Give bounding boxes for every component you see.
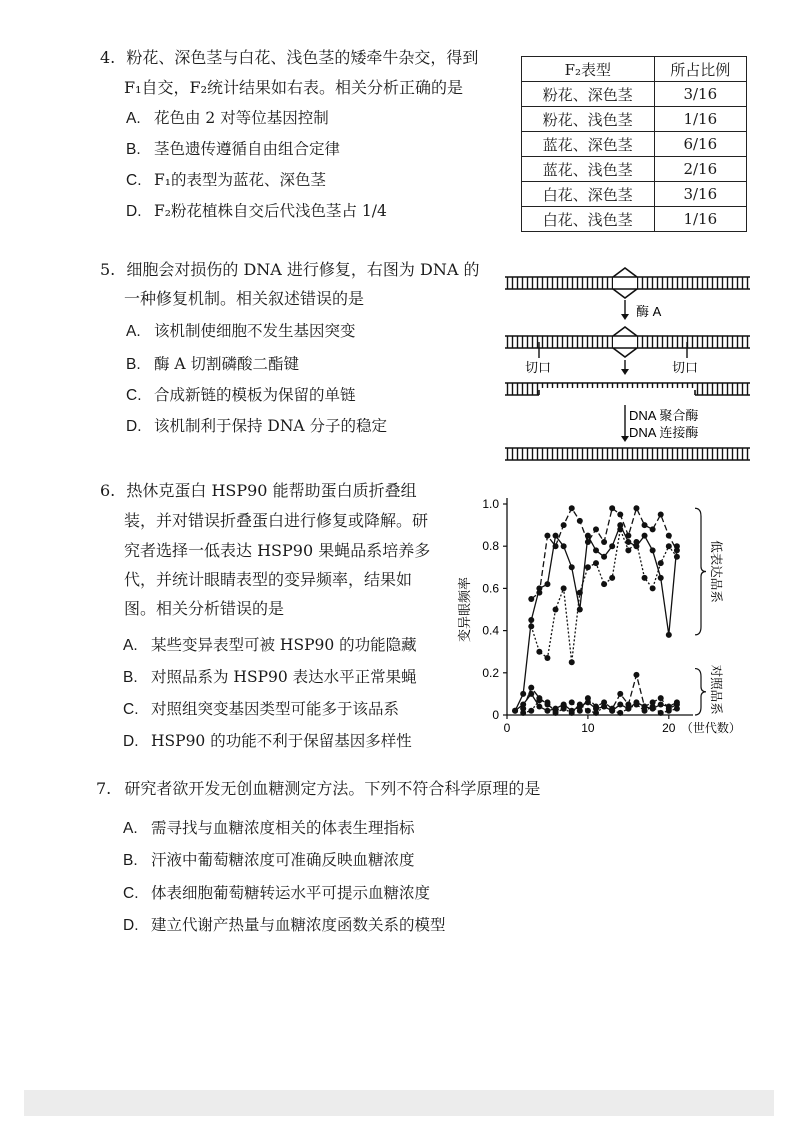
q6-stem-text-1: 热休克蛋白 HSP90 能帮助蛋白质折叠组 (126, 481, 417, 500)
f2-phenotype-table (521, 56, 747, 232)
q5-stem-text-1: 细胞会对损伤的 DNA 进行修复，右图为 DNA 的 (126, 260, 480, 279)
data-point (553, 607, 559, 613)
data-point (577, 518, 583, 524)
data-point (528, 617, 534, 623)
dna-row-repaired (505, 448, 750, 460)
option-text: 该机制利于保持 DNA 分子的稳定 (154, 417, 388, 435)
q5-option-d[interactable] (126, 415, 387, 438)
option-text: 对照组突变基因类型可能多于该品系 (151, 700, 400, 718)
q7-stem (96, 775, 540, 803)
table-row (522, 82, 747, 107)
page-bottom-shadow (24, 1090, 774, 1116)
data-point (536, 704, 542, 710)
option-letter: D. (126, 203, 142, 220)
data-point (633, 539, 639, 545)
option-letter: C. (123, 701, 139, 718)
data-point (520, 710, 526, 716)
data-point (666, 632, 672, 638)
data-point (561, 522, 567, 528)
dna-row-gapped (505, 383, 750, 395)
dna-repair-svg (505, 262, 750, 472)
q5-option-a[interactable] (126, 320, 356, 343)
data-point (633, 701, 639, 707)
q6-stem-line-1 (100, 477, 417, 505)
option-letter: A. (126, 323, 141, 340)
data-point (625, 706, 631, 712)
data-point (666, 543, 672, 549)
low-group-label: 低表达品系 (709, 540, 724, 603)
y-tick-label: 0.4 (482, 623, 499, 638)
y-axis-label: 变异眼频率 (458, 576, 473, 643)
option-text: 建立代谢产热量与血糖浓度函数关系的模型 (151, 916, 446, 934)
q5-stem-line-2: 一种修复机制。相关叙述错误的是 (124, 289, 365, 308)
data-point (577, 708, 583, 714)
q5-stem-line-1 (100, 256, 479, 284)
data-point (593, 547, 599, 553)
y-tick-label: 0.8 (482, 539, 499, 554)
table-row (522, 207, 747, 232)
data-point (528, 691, 534, 697)
option-text: 花色由 2 对等位基因控制 (154, 109, 329, 127)
option-letter: D. (123, 917, 139, 934)
data-point (561, 585, 567, 591)
data-point (569, 659, 575, 665)
data-point (658, 695, 664, 701)
data-point (609, 575, 615, 581)
data-point (593, 526, 599, 532)
data-point (528, 623, 534, 629)
q4-number: 4. (100, 48, 116, 67)
data-point (642, 522, 648, 528)
data-point (577, 701, 583, 707)
table-cell: 蓝花、深色茎 (522, 132, 655, 157)
data-point (544, 655, 550, 661)
data-point (528, 685, 534, 691)
data-point (617, 710, 623, 716)
table-row (522, 107, 747, 132)
data-point (650, 526, 656, 532)
table-cell: 6/16 (654, 132, 746, 157)
q4-option-c[interactable] (126, 169, 326, 192)
table-cell: 3/16 (654, 182, 746, 207)
data-point (569, 710, 575, 716)
data-point (658, 575, 664, 581)
option-letter: A. (126, 110, 141, 127)
data-point (674, 554, 680, 560)
q6-option-a[interactable] (123, 634, 417, 657)
data-point (585, 539, 591, 545)
q5-number: 5. (100, 260, 116, 279)
table-row (522, 157, 747, 182)
data-point (609, 543, 615, 549)
option-letter: C. (126, 387, 142, 404)
q7-number: 7. (96, 779, 112, 798)
data-point (520, 691, 526, 697)
data-point (609, 505, 615, 511)
data-point (658, 701, 664, 707)
data-point (642, 708, 648, 714)
q7-stem-text: 研究者欲开发无创血糖测定方法。下列不符合科学原理的是 (124, 779, 541, 798)
enzyme-a-label: 酶 A (636, 304, 662, 319)
arrow-1 (621, 300, 629, 320)
data-point (617, 512, 623, 518)
y-tick-label: 0 (492, 708, 499, 722)
option-text: 需寻找与血糖浓度相关的体表生理指标 (151, 819, 415, 837)
data-point (577, 590, 583, 596)
table-cell: 3/16 (654, 82, 746, 107)
data-point (528, 596, 534, 602)
control-group-label: 对照品系 (709, 664, 724, 715)
q6-option-d[interactable] (123, 730, 412, 753)
table-header-row (522, 57, 747, 82)
option-text: 茎色遗传遵循自由组合定律 (154, 140, 341, 158)
dna-row-cut (505, 327, 750, 358)
option-letter: A. (123, 637, 138, 654)
data-point (601, 704, 607, 710)
data-point (625, 547, 631, 553)
data-point (569, 564, 575, 570)
chart-svg (455, 488, 755, 748)
x-tick-label: 0 (503, 721, 511, 735)
data-point (674, 706, 680, 712)
data-point (561, 706, 567, 712)
option-text: 某些变异表型可被 HSP90 的功能隐藏 (151, 636, 417, 654)
q6-stem-line-2: 装，并对错误折叠蛋白进行修复或降解。研 (124, 511, 429, 530)
data-point (544, 708, 550, 714)
q4-stem-text-1: 粉花、深色茎与白花、浅色茎的矮牵牛杂交，得到 (126, 48, 479, 67)
data-point (544, 533, 550, 539)
table-cell: 白花、深色茎 (522, 182, 655, 207)
data-point (650, 585, 656, 591)
q6-stem-line-5: 图。相关分析错误的是 (124, 599, 285, 618)
cut-right-label: 切口 (672, 361, 699, 376)
q4-option-a[interactable] (126, 107, 329, 130)
data-point (642, 575, 648, 581)
data-point (512, 708, 518, 714)
option-letter: D. (126, 418, 142, 435)
q5-option-b[interactable] (126, 353, 299, 376)
option-text: F₁的表型为蓝花、深色茎 (154, 171, 326, 189)
data-point (617, 526, 623, 532)
dna-polymerase-label: DNA 聚合酶 (629, 408, 699, 423)
option-text: 体表细胞葡萄糖转运水平可提示血糖浓度 (151, 884, 431, 902)
table-cell: 蓝花、浅色茎 (522, 157, 655, 182)
data-point (593, 560, 599, 566)
table-cell: 粉花、浅色茎 (522, 107, 655, 132)
y-tick-label: 0.6 (482, 581, 499, 596)
data-point (658, 560, 664, 566)
table-cell: 粉花、深色茎 (522, 82, 655, 107)
data-point (585, 564, 591, 570)
table-header-phenotype: F₂表型 (522, 57, 655, 82)
option-text: 酶 A 切割磷酸二酯键 (154, 355, 300, 373)
option-letter: C. (126, 172, 142, 189)
q4-option-b[interactable] (126, 138, 340, 161)
table-header-ratio: 所占比例 (654, 57, 746, 82)
data-point (666, 533, 672, 539)
control-group-brace (695, 669, 706, 715)
data-point (633, 672, 639, 678)
q4-option-d[interactable] (126, 200, 387, 223)
table-row (522, 132, 747, 157)
y-tick-label: 0.2 (482, 665, 499, 680)
table-cell: 2/16 (654, 157, 746, 182)
data-point (642, 533, 648, 539)
y-tick-label: 1.0 (482, 497, 499, 511)
data-point (553, 533, 559, 539)
option-letter: B. (123, 852, 138, 869)
q6-number: 6. (100, 481, 116, 500)
arrow-2 (621, 360, 629, 375)
x-axis-label: （世代数） (680, 721, 741, 735)
table-row (522, 182, 747, 207)
option-text: 对照品系为 HSP90 表达水平正常果蝇 (151, 668, 417, 686)
data-point (528, 708, 534, 714)
q7-option-a[interactable] (123, 817, 415, 840)
q6-option-c[interactable] (123, 698, 399, 721)
dna-repair-diagram (505, 262, 750, 472)
data-point (617, 691, 623, 697)
data-point (609, 708, 615, 714)
low-group-brace (695, 508, 706, 635)
x-tick-label: 20 (662, 721, 676, 735)
q5-option-c[interactable] (126, 384, 356, 407)
option-letter: C. (123, 885, 139, 902)
q4-stem-line-1 (100, 44, 478, 72)
table-cell: 1/16 (654, 107, 746, 132)
option-letter: A. (123, 820, 138, 837)
q7-option-d[interactable] (123, 914, 446, 937)
data-point (633, 505, 639, 511)
data-point (553, 543, 559, 549)
arrow-3 (621, 405, 629, 442)
data-point (601, 539, 607, 545)
data-point (650, 547, 656, 553)
x-tick-label: 10 (581, 721, 595, 735)
data-point (553, 710, 559, 716)
data-point (601, 581, 607, 587)
data-point (544, 699, 550, 705)
option-letter: B. (126, 356, 141, 373)
option-text: 该机制使细胞不发生基因突变 (154, 322, 356, 340)
q7-option-b[interactable] (123, 849, 415, 872)
option-text: 合成新链的模板为保留的单链 (154, 386, 356, 404)
dna-row-damaged (505, 268, 750, 298)
data-point (536, 649, 542, 655)
data-point (544, 581, 550, 587)
data-point (617, 701, 623, 707)
data-point (658, 710, 664, 716)
option-text: HSP90 的功能不利于保留基因多样性 (151, 732, 412, 750)
data-point (674, 547, 680, 553)
q7-option-c[interactable] (123, 882, 430, 905)
data-point (536, 697, 542, 703)
data-point (666, 708, 672, 714)
option-letter: B. (126, 141, 141, 158)
data-point (536, 590, 542, 596)
dna-ligase-label: DNA 连接酶 (629, 425, 699, 440)
data-point (585, 708, 591, 714)
q6-stem-line-4: 代，并统计眼睛表型的变异频率，结果如 (124, 570, 413, 589)
data-point (625, 539, 631, 545)
data-point (601, 554, 607, 560)
q4-stem-line-2: F₁自交，F₂统计结果如右表。相关分析正确的是 (124, 78, 464, 97)
option-text: 汗液中葡萄糖浓度可准确反映血糖浓度 (151, 851, 415, 869)
data-point (561, 543, 567, 549)
q6-stem-line-3: 究者选择一低表达 HSP90 果蝇品系培养多 (124, 541, 431, 560)
data-point (593, 704, 599, 710)
data-point (569, 699, 575, 705)
variation-frequency-chart (455, 488, 755, 748)
data-point (569, 505, 575, 511)
data-point (593, 710, 599, 716)
option-letter: B. (123, 669, 138, 686)
data-point (585, 695, 591, 701)
cut-left-label: 切口 (525, 361, 552, 376)
option-text: F₂粉花植株自交后代浅色茎占 1/4 (154, 202, 387, 220)
data-point (625, 533, 631, 539)
table-cell: 1/16 (654, 207, 746, 232)
data-point (650, 704, 656, 710)
q6-option-b[interactable] (123, 666, 417, 689)
table-cell: 白花、浅色茎 (522, 207, 655, 232)
option-letter: D. (123, 733, 139, 750)
data-point (658, 512, 664, 518)
